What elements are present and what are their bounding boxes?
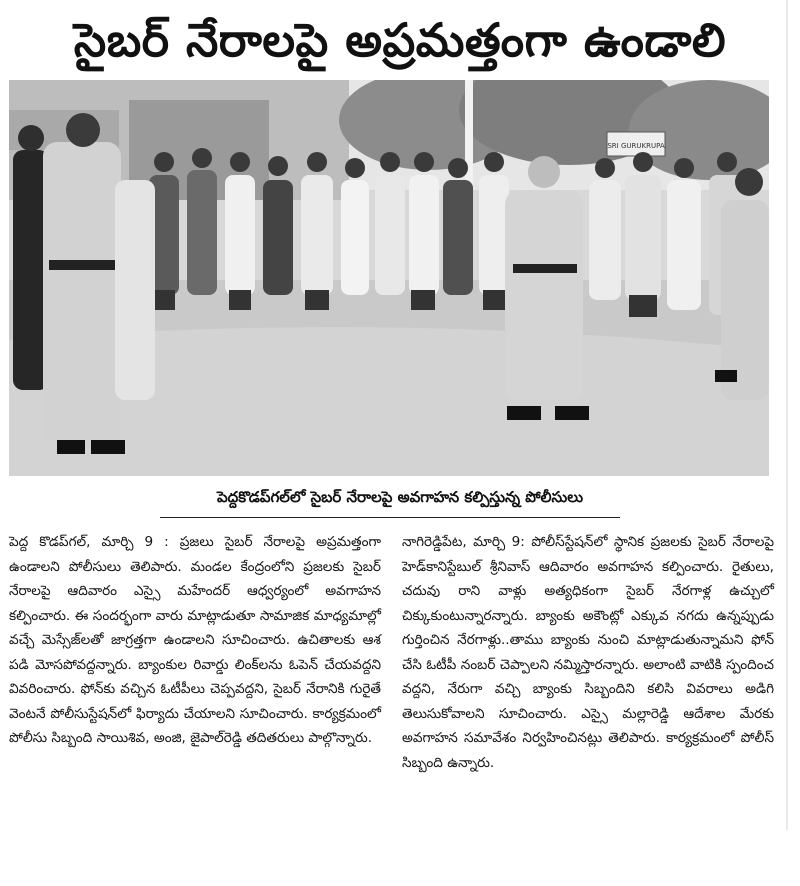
shop-sign-text: SRI GURUKRUPA [607,142,665,150]
paragraph-pedda-kodapgal: పెద్ద కొడప్‌గల్, మార్చి 9 : ప్రజలు సైబర్ నేరాలపై అప్రమత్తంగా ఉండాలని పోలీసులు తెలిపారు. మండల కేంద్రంలోని ప్రజలకు సైబర్ నేరాలపై ఆదివారం ఎస్సై మహేందర్ ఆధ్వర్యంలో అవగాహన కల్పించారు. ఈ సందర్భంగా వారు మాట్లాడుతూ సామాజిక మాధ్యమాల్లో వచ్చే మెస్సేజ్‌లతో జాగ్రత్తగా ఉండాలని సూచించారు. ఉచితాలకు ఆశ పడి మోసపోవద్దన్నారు. బ్యాంకుల రివార్డు లింక్‌లను ఓపెన్ చేయవద్దని వివరించారు. ఫోన్‌కు వచ్చిన ఓటీపీలు చెప్పవద్దని, సైబర్ నేరానికి గురైతే వెంటనే పోలీసుస్టేషన్‌లో ఫిర్యాదు చేయాలని సూచించారు. కార్యక్రమంలో పోలీసు సిబ్బంది సాయిశివ, అంజి, జైపాల్‌రెడ్డి తదితరులు పాల్గొన్నారు. [9,534,381,746]
caption-rule [160,517,620,518]
news-photo [9,80,769,476]
article-column-left [9,530,381,751]
paragraph-nagireddypet: నాగిరెడ్డిపేట, మార్చి 9: పోలీస్‌స్టేషన్‌లో స్థానిక ప్రజలకు సైబర్ నేరాలపై హెడ్‌కానిస్టేబుల్ శ్రీనివాస్ ఆదివారం అవగాహన కల్పించారు. రైతులు, చదువు రాని వాళ్లు అత్యధికంగా సైబర్ నేరగాళ్ల ఉచ్చులో చిక్కుకుంటున్నారన్నారు. బ్యాంకు అకౌంట్లో ఎక్కువ నగదు ఉన్నప్పుడు గుర్తించిన నేరగాళ్లు..తాము బ్యాంకు నుంచి మాట్లాడుతున్నామని ఫోన్ చేసి ఓటీపీ నంబర్ చెప్పాలని నమ్మిస్తారన్నారు. అలాంటి వాటికి స్పందించ వద్దని, నేరుగా వచ్చి బ్యాంకు సిబ్బందిని కలిసి వివరాలు అడిగి తెలుసుకోవాలని సూచించారు. ఎస్సై మల్లారెడ్డి ఆదేశాల మేరకు అవగాహన సమావేశం నిర్వహించినట్లు తెలిపారు. కార్యక్రమంలో పోలీస్ సిబ్బంది ఉన్నారు. [402,534,774,771]
page-edge-shadow [786,0,788,830]
article-headline: సైబర్ నేరాలపై అప్రమత్తంగా ఉండాలి [73,13,727,67]
article-column-right [402,530,774,775]
photo-caption: పెద్దకొడప్‌గల్‌లో సైబర్ నేరాలపై అవగాహన కల్పిస్తున్న పోలీసులు [216,488,584,506]
